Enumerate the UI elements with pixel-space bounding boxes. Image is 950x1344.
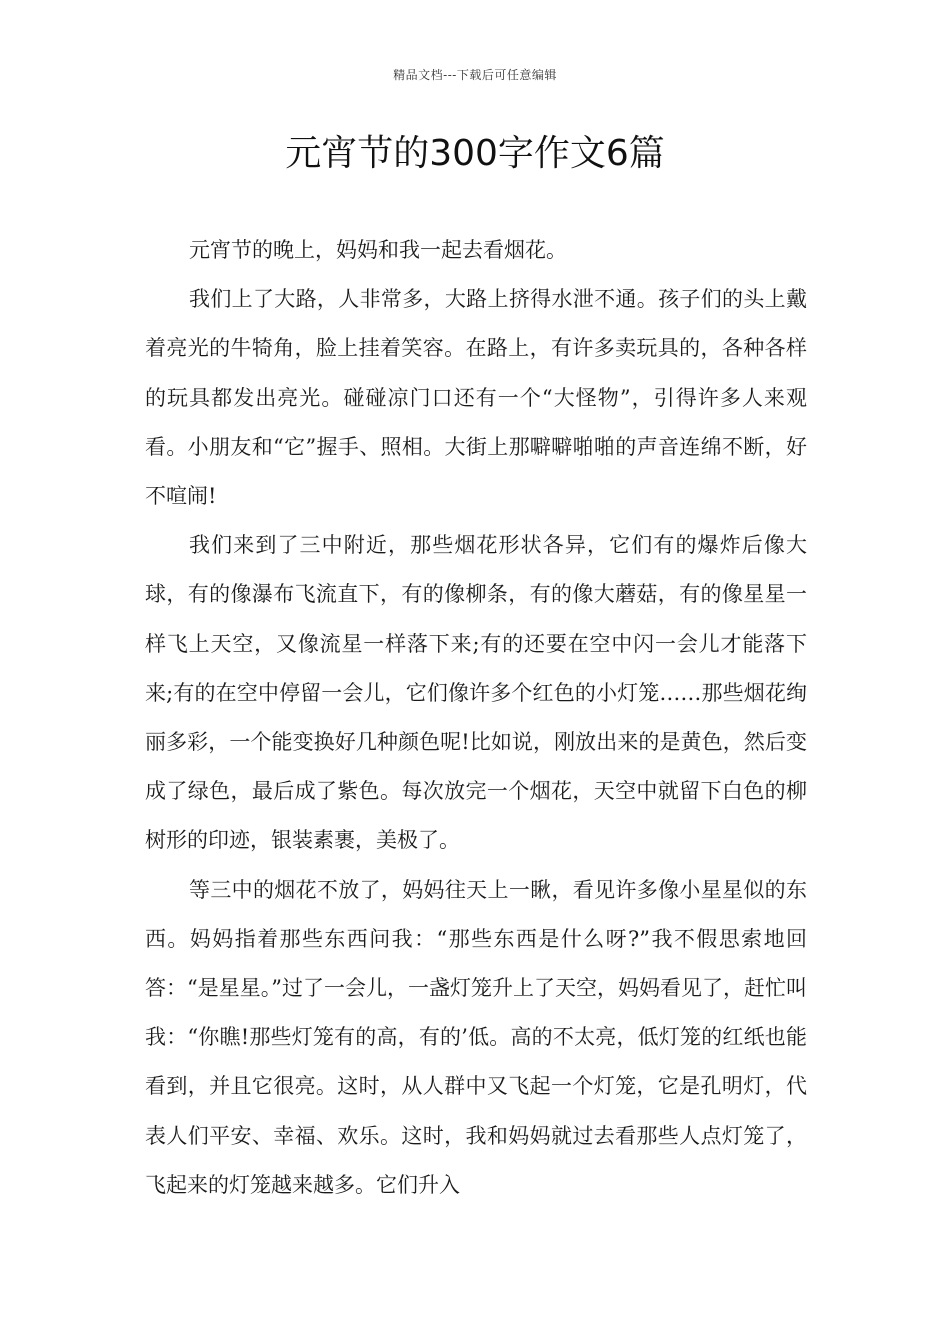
paragraph-4: 等三中的烟花不放了，妈妈往天上一瞅，看见许多像小星星似的东西。妈妈指着那些东西问我：“那些东西是什么呀?”我不假思索地回答：“是星星。”过了一会儿，一盏灯笼升上了天空，妈妈看见了，赶忙叫我：“你瞧!那些灯笼有的高，有的’低。高的不太亮，低灯笼的红纸也能看到，并且它很亮。这时，从人群中又飞起一个灯笼，它是孔明灯，代表人们平安、幸福、欢乐。这时，我和妈妈就过去看那些人点灯笼了，飞起来的灯笼越来越多。它们升入 <box>145 877 807 1197</box>
paragraph-3: 我们来到了三中附近，那些烟花形状各异，它们有的爆炸后像大球，有的像瀑布飞流直下，有的像柳条，有的像大蘑菇，有的像星星一样飞上天空，又像流星一样落下来;有的还要在空中闪一会儿才能落下来;有的在空中停留一会儿，它们像许多个红色的小灯笼……那些烟花绚丽多彩，一个能变换好几种颜色呢!比如说，刚放出来的是黄色，然后变成了绿色，最后成了紫色。每次放完一个烟花，天空中就留下白色的柳树形的印迹，银装素裹，美极了。 <box>145 533 807 853</box>
paragraph-1: 元宵节的晚上，妈妈和我一起去看烟花。 <box>189 238 567 262</box>
document-title: 元宵节的300字作文6篇 <box>285 133 665 174</box>
document-body <box>145 226 807 1210</box>
paragraph-2: 我们上了大路，人非常多，大路上挤得水泄不通。孩子们的头上戴着亮光的牛犄角，脸上挂着笑容。在路上，有许多卖玩具的，各种各样的玩具都发出亮光。碰碰凉门口还有一个“大怪物”，引得许多人来观看。小朋友和“它”握手、照相。大街上那噼噼啪啪的声音连绵不断，好不喧闹! <box>145 287 807 509</box>
header-note: 精品文档---下载后可任意编辑 <box>393 68 557 82</box>
